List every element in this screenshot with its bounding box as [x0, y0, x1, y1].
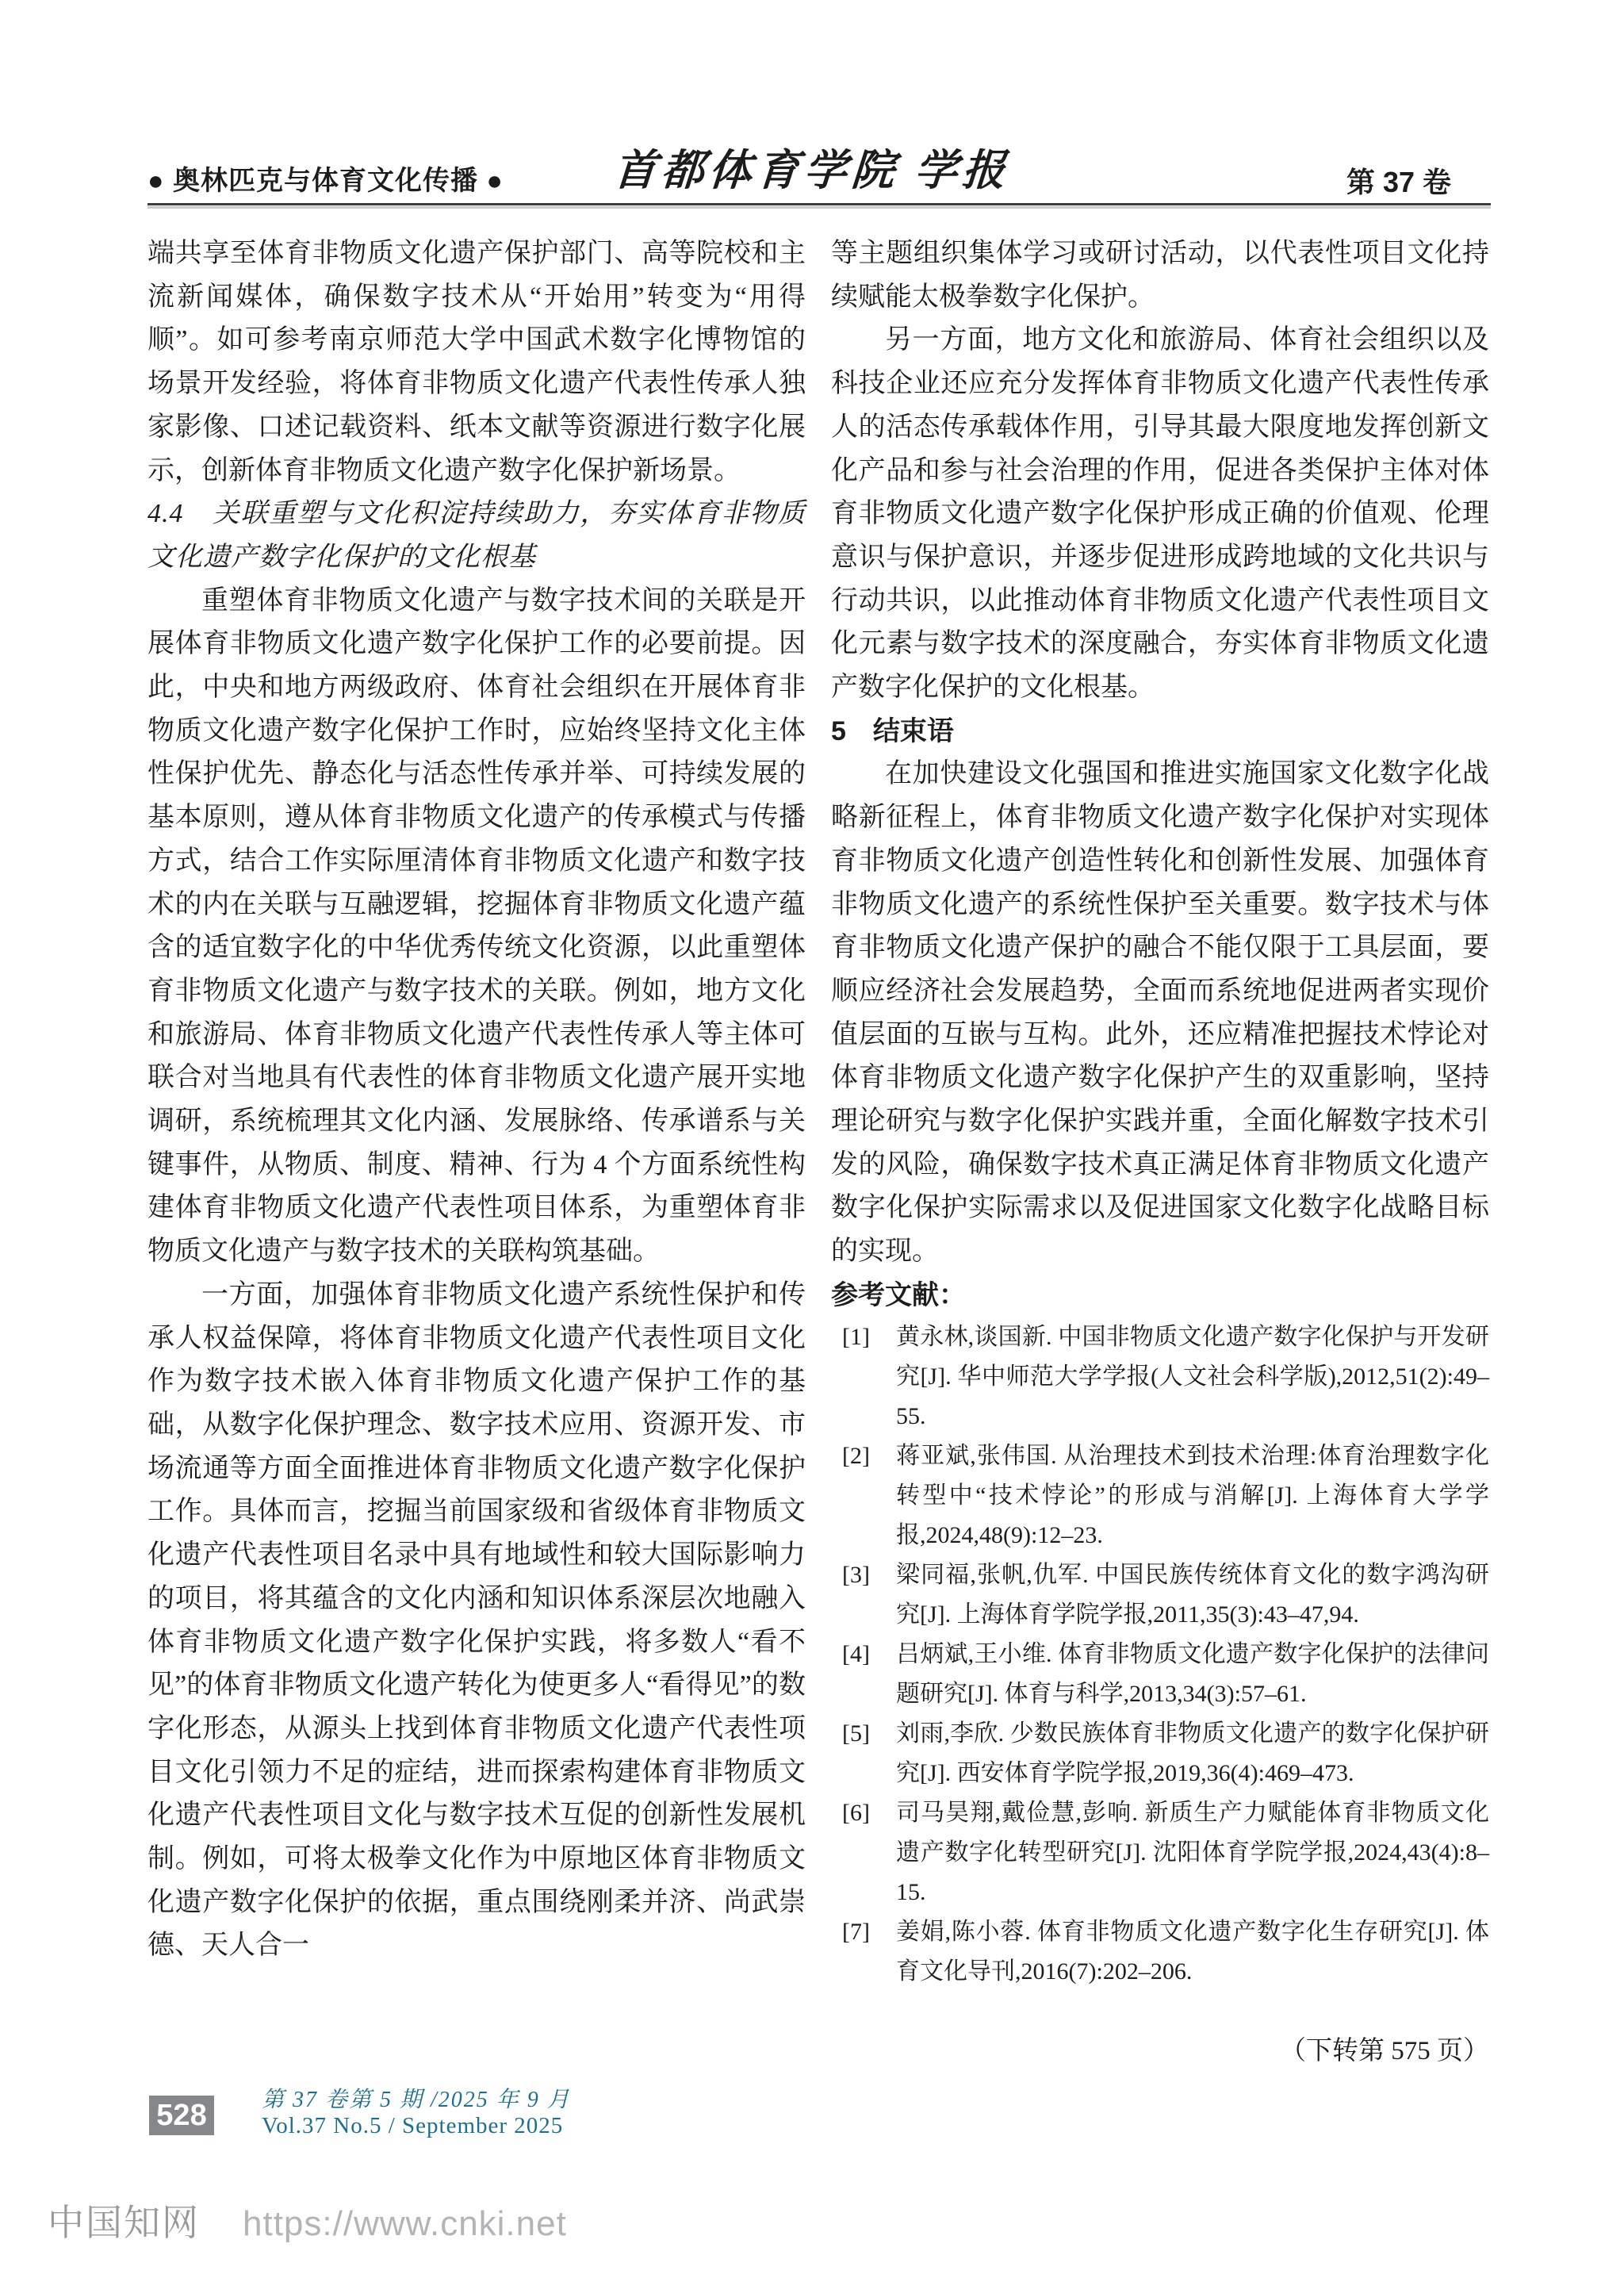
reference-item — [831, 1912, 1489, 1992]
paragraph-reshape-association: 重塑体育非物质文化遗产与数字技术间的关联是开展体育非物质文化遗产数字化保护工作的必要前提。因此，中央和地方两级政府、体育社会组织在开展体育非物质文化遗产数字化保护工作时，应始终坚持文化主体性保护优先、静态化与活态性传承并举、可持续发展的基本原则，遵从体育非物质文化遗产的传承模式与传播方式，结合工作实际厘清体育非物质文化遗产和数字技术的内在关联与互融逻辑，挖掘体育非物质文化遗产蕴含的适宜数字化的中华优秀传统文化资源，以此重塑体育非物质文化遗产与数字技术的关联。例如，地方文化和旅游局、体育非物质文化遗产代表性传承人等主体可联合对当地具有代表性的体育非物质文化遗产展开实地调研，系统梳理其文化内涵、发展脉络、传承谱系与关键事件，从物质、制度、精神、行为 4 个方面系统性构建体育非物质文化遗产代表性项目体系，为重塑体育非物质文化遗产与数字技术的关联构筑基础。 — [147, 585, 806, 1267]
reference-marker: [6] — [842, 1799, 870, 1826]
volume-label: 第 37 卷 — [1346, 166, 1451, 198]
paragraph-continued-from-left-column: 等主题组织集体学习或研讨活动，以代表性项目文化持续赋能太极拳数字化保护。 — [831, 239, 1489, 312]
reference-item — [831, 1793, 1489, 1912]
reference-text: 刘雨,李欣. 少数民族体育非物质文化遗产的数字化保护研究[J]. 西安体育学院学报,2019,36(4):469–473. — [896, 1720, 1489, 1786]
paragraph-continued-from-previous-page: 端共享至体育非物质文化遗产保护部门、高等院校和主流新闻媒体，确保数字技术从“开始用”转变为“用得顺”。如可参考南京师范大学中国武术数字化博物馆的场景开发经验，将体育非物质文化遗产代表性传承人独家影像、口述记载资料、纸本文献等资源进行数字化展示，创新体育非物质文化遗产数字化保护新场景。 — [147, 239, 806, 485]
page-number-badge — [149, 2096, 214, 2135]
reference-text: 梁同福,张帆,仇军. 中国民族传统体育文化的数字鸿沟研究[J]. 上海体育学院学报,2011,35(3):43–47,94. — [896, 1561, 1489, 1628]
reference-text: 司马昊翔,戴俭慧,彭响. 新质生产力赋能体育非物质文化遗产数字化转型研究[J]. 沈阳体育学院学报,2024,43(4):8–15. — [896, 1799, 1489, 1905]
reference-marker: [7] — [842, 1918, 870, 1945]
journal-masthead: 首都体育学院 学报 — [611, 147, 1012, 194]
page-number: 528 — [156, 2098, 207, 2132]
left-column — [147, 232, 806, 1968]
header-rule — [147, 203, 1491, 205]
reference-marker: [5] — [842, 1720, 870, 1747]
references-label: 参考文献： — [831, 1279, 966, 1310]
cnki-site-url: https://www.cnki.net — [243, 2204, 567, 2243]
reference-marker: [1] — [842, 1323, 870, 1350]
reference-item — [831, 1436, 1489, 1555]
reference-marker: [4] — [842, 1640, 870, 1667]
column-section-label: ● 奥林匹克与体育文化传播 ● — [147, 166, 504, 196]
reference-text: 姜娟,陈小蓉. 体育非物质文化遗产数字化生存研究[J]. 体育文化导刊,2016(7):202–206. — [896, 1918, 1489, 1985]
reference-item — [831, 1317, 1489, 1436]
paragraph-conclusion: 在加快建设文化强国和推进实施国家文化数字化战略新征程上，体育非物质文化遗产数字化保护对实现体育非物质文化遗产创造性转化和创新性发展、加强体育非物质文化遗产的系统性保护至关重要。数字技术与体育非物质文化遗产保护的融合不能仅限于工具层面，要顺应经济社会发展趋势，全面而系统地促进两者实现价值层面的互嵌与互构。此外，还应精准把握技术悖论对体育非物质文化遗产数字化保护产生的双重影响，坚持理论研究与数字化保护实践并重，全面化解数字技术引发的风险，确保数字技术真正满足体育非物质文化遗产数字化保护实际需求以及促进国家文化数字化战略目标的实现。 — [831, 759, 1489, 1267]
paragraph-other-aspect: 另一方面，地方文化和旅游局、体育社会组织以及科技企业还应充分发挥体育非物质文化遗产代表性传承人的活态传承载体作用，引导其最大限度地发挥创新文化产品和参与社会治理的作用，促进各类保护主体对体育非物质文化遗产数字化保护形成正确的价值观、伦理意识与保护意识，并逐步促进形成跨地域的文化共识与行动共识，以此推动体育非物质文化遗产代表性项目文化元素与数字技术的深度融合，夯实体育非物质文化遗产数字化保护的文化根基。 — [831, 325, 1489, 703]
reference-text: 吕炳斌,王小维. 体育非物质文化遗产数字化保护的法律问题研究[J]. 体育与科学,2013,34(3):57–61. — [896, 1640, 1489, 1707]
cnki-watermark — [48, 2194, 567, 2246]
continuation-note: （下转第 575 页） — [1280, 2036, 1489, 2065]
right-column — [831, 232, 1489, 2067]
reference-text: 蒋亚斌,张伟国. 从治理技术到技术治理:体育治理数字化转型中“技术悖论”的形成与消解[J]. 上海体育大学学报,2024,48(9):12–23. — [896, 1442, 1489, 1548]
cnki-site-name: 中国知网 — [48, 2202, 200, 2243]
reference-item — [831, 1714, 1489, 1793]
issue-info — [262, 2088, 571, 2138]
reference-marker: [2] — [842, 1442, 870, 1469]
reference-marker: [3] — [842, 1561, 870, 1588]
reference-item — [831, 1635, 1489, 1714]
issue-info-cn: 第 37 卷第 5 期 /2025 年 9 月 — [262, 2088, 571, 2112]
reference-text: 黄永林,谈国新. 中国非物质文化遗产数字化保护与开发研究[J]. 华中师范大学学报(人文社会科学版),2012,51(2):49–55. — [896, 1323, 1489, 1429]
section-heading-4-4: 4.4 关联重塑与文化积淀持续助力，夯实体育非物质文化遗产数字化保护的文化根基 — [147, 499, 806, 572]
paragraph-one-aspect: 一方面，加强体育非物质文化遗产系统性保护和传承人权益保障，将体育非物质文化遗产代表性项目文化作为数字技术嵌入体育非物质文化遗产保护工作的基础，从数字化保护理念、数字技术应用、资源开发、市场流通等方面全面推进体育非物质文化遗产数字化保护工作。具体而言，挖掘当前国家级和省级体育非物质文化遗产代表性项目名录中具有地域性和较大国际影响力的项目，将其蕴含的文化内涵和知识体系深层次地融入体育非物质文化遗产数字化保护实践，将多数人“看不见”的体育非物质文化遗产转化为使更多人“看得见”的数字化形态，从源头上找到体育非物质文化遗产代表性项目文化引领力不足的症结，进而探索构建体育非物质文化遗产代表性项目文化与数字技术互促的创新性发展机制。例如，可将太极拳文化作为中原地区体育非物质文化遗产数字化保护的依据，重点围绕刚柔并济、尚武崇德、天人合一 — [147, 1279, 806, 1961]
reference-item — [831, 1555, 1489, 1635]
issue-info-en: Vol.37 No.5 / September 2025 — [262, 2113, 564, 2138]
section-heading-5-conclusion: 5 结束语 — [831, 715, 954, 746]
